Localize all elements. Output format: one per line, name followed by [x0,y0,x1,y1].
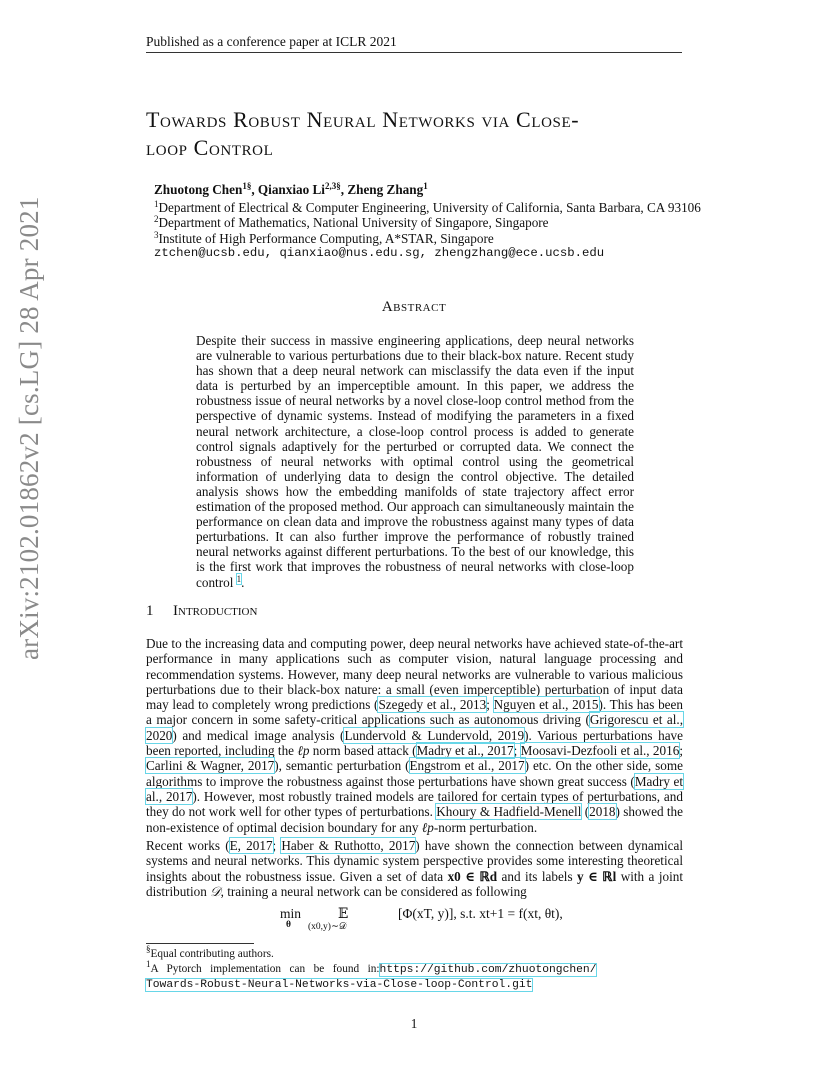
citation-link[interactable]: Haber & Ruthotto, 2017 [281,838,416,853]
abstract-heading: Abstract [381,299,447,315]
abstract-body: Despite their success in massive engineering applications, deep neural networks are vulnerable to various perturbations due to their black-box nature. Recent study has shown that a deep neural network can misclassify the data even if the input data is perturbed by an imperceptible amount. In this paper, we address the robustness issue of neural networks by a novel close-loop control method from the perspective of dynamic systems. Instead of modifying the parameters in a fixed neural network architecture, a close-loop control process is added to generate control signals adaptively for the perturbed or corrupted data. We connect the robustness of neural networks with optimal control using the geometrical information of underlying data to design the control objective. The detailed analysis shows how the embedding manifolds of state trajectory affect error estimation of the proposed method. Our approach can simultaneously maintain the performance on clean data and improve the robustness against many types of data perturbations. It can also further improve the performance of robustly trained neural networks against different perturbations. To the best of our knowledge, this is the first work that improves the robustness of neural networks with close-loop control $^1$. [196,333,634,590]
footnote-rule [146,943,254,944]
math-distribution: 𝒟 [210,883,221,899]
citation-link[interactable]: Grigorescu et al., 2020 [146,712,684,743]
citation-link[interactable]: Engstrom et al., 2017 [409,758,525,774]
footnote-2-cont [146,978,532,991]
section-number: 1 [146,603,154,619]
author-emails: ztchen@ucsb.edu, qianxiao@nus.edu.sg, zhengzhang@ece.ucsb.edu [154,246,605,260]
affiliation-number: 3 [154,230,159,240]
intro-paragraph-2: Recent works (E, 2017; Haber & Ruthotto, 2017) have shown the connection between dynamical systems and neural networks. This dynamic system perspective provides some interesting theoretical insights about the robustness issue. Given a set of data x0 ∈ ℝd and its labels y ∈ ℝl with a joint distribution 𝒟, training a neural network can be considered as following [146,838,683,899]
affiliation-text: Institute of High Performance Computing, A*STAR, Singapore [158,231,494,246]
title-line-1: Towards Robust Neural Networks via Close- [146,107,580,132]
math-lp: ℓp [297,743,310,759]
repo-link[interactable]: https://github.com/zhuotongchen/ [379,964,597,976]
footnote-1 [146,944,274,960]
author-name: Zhuotong Chen [154,182,243,197]
repo-link[interactable]: Towards-Robust-Neural-Networks-via-Close-loop-Control.git [146,979,533,991]
citation-link[interactable]: Lundervold & Lundervold, 2019 [344,727,525,743]
author-name: Zheng Zhang [347,182,424,197]
eq-min-subscript: θ [286,920,291,930]
running-header: Published as a conference paper at ICLR 2021 [146,34,397,49]
intro-paragraph-1: Due to the increasing data and computing power, deep neural networks have achieved state-of-the-art performance in many applications such as computer vision, natural language processing and recommendation systems. However, many deep neural networks are vulnerable to various malicious perturbations due to their black-box nature: a small (even imperceptible) perturbation of input data may lead to completely wrong predictions (Szegedy et al., 2013; Nguyen et al., 2015). This has been a major concern in some safety-critical applications such as autonomous driving (Grigorescu et al., 2020) and medical image analysis (Lundervold & Lundervold, 2019). Various perturbations have been reported, including the ℓp norm based attack (Madry et al., 2017; Moosavi-Dezfooli et al., 2016; Carlini & Wagner, 2017), semantic perturbation (Engstrom et al., 2017) etc. On the other side, some algorithms to improve the robustness against those perturbations have shown great success (Madry et al., 2017). However, most robustly trained models are tailored for certain types of perturbations, and they do not work well for other types of perturbations. Khoury & Hadfield-Menell (2018) showed the non-existence of optimal decision boundary for any ℓp-norm perturbation. [146,636,684,835]
math-labels: y ∈ ℝl [577,868,617,884]
citation-link[interactable]: Madry et al., 2017 [146,773,683,804]
footnote-text: A Pytorch implementation can be found in: [150,963,380,975]
affiliation-number: 2 [154,214,159,224]
page-number: 1 [410,1016,418,1031]
title-line-2: loop Control [146,135,274,160]
math-lp: ℓp [421,819,434,835]
citation-link[interactable]: Nguyen et al., 2015 [493,697,599,713]
citation-link[interactable]: Khoury & Hadfield-Menell [436,804,582,820]
header-rule [146,52,682,53]
footnote-2 [146,959,597,976]
author-mark: 1 [423,181,428,191]
eq-body: [Φ(xT, y)], s.t. xt+1 = f(xt, θt), [398,906,563,921]
citation-link[interactable]: Moosavi-Dezfooli et al., 2016 [520,743,680,759]
citation-link[interactable]: E, 2017 [229,838,273,853]
footnote-mark: 1 [146,959,151,969]
section-heading [146,603,257,620]
author-mark: 2,3§ [324,181,341,191]
math-data: x0 ∈ ℝd [447,868,498,884]
footnote-mark: § [146,944,151,954]
eq-expectation-subscript: (x0,y)∼𝒟 [308,922,347,932]
arxiv-identifier: arXiv:2102.01862v2 [cs.LG] 28 Apr 2021 [14,196,44,660]
affiliation-1 [154,200,701,216]
eq-min: min [280,906,302,921]
author-list: Zhuotong Chen$^{1\S}$, Qianxiao $Li^{2,3\S}$, Zheng Zhang$^1$ [154,181,428,197]
affiliation-2 [154,215,549,231]
citation-link[interactable]: Szegedy et al., 2013 [378,697,487,713]
citation-link[interactable]: Carlini & Wagner, 2017 [146,758,275,774]
eq-expectation: 𝔼 [338,906,349,921]
abstract-text: Despite their success in massive engineering applications, deep neural networks are vulnerable to various perturbations due to their black-box nature. Recent study has shown that a deep neural network can misclassify the data even if the input data is perturbed by an imperceptible amount. In this paper, we address the robustness issue of neural networks by a novel close-loop control method from the perspective of dynamic systems. Instead of modifying the parameters in a fixed neural network architecture, a close-loop control process is added to generate control signals adaptively for the perturbed or corrupted data. We connect the robustness of neural networks with optimal control using the geometrical information of underlying data to design the control objective. The detailed analysis shows how the embedding manifolds of state trajectory affect error estimation of the proposed method. Our approach can simultaneously maintain the performance on clean data and improve the robustness against many types of data perturbations. It can also further improve the performance of robustly trained neural networks against different perturbations. To the best of our knowledge, this is the first work that improves the robustness of neural networks with close-loop control [196,333,634,590]
citation-link[interactable]: 2018 [589,804,616,820]
footnote-text: Equal contributing authors. [150,948,274,960]
section-title: Introduction [173,603,258,619]
footnote-link[interactable]: 1 [236,573,242,584]
author-mark: 1§ [242,181,252,191]
affiliation-3 [154,231,494,247]
affiliation-number: 1 [154,199,159,209]
affiliation-text: Department of Mathematics, National University of Singapore, Singapore [158,215,549,230]
author-name: Qianxiao Li [257,182,325,197]
citation-link[interactable]: Madry et al., 2017 [416,743,514,759]
paper-title [146,106,686,162]
affiliation-text: Department of Electrical & Computer Engineering, University of California, Santa Barbara, CA 93106 [158,200,701,215]
